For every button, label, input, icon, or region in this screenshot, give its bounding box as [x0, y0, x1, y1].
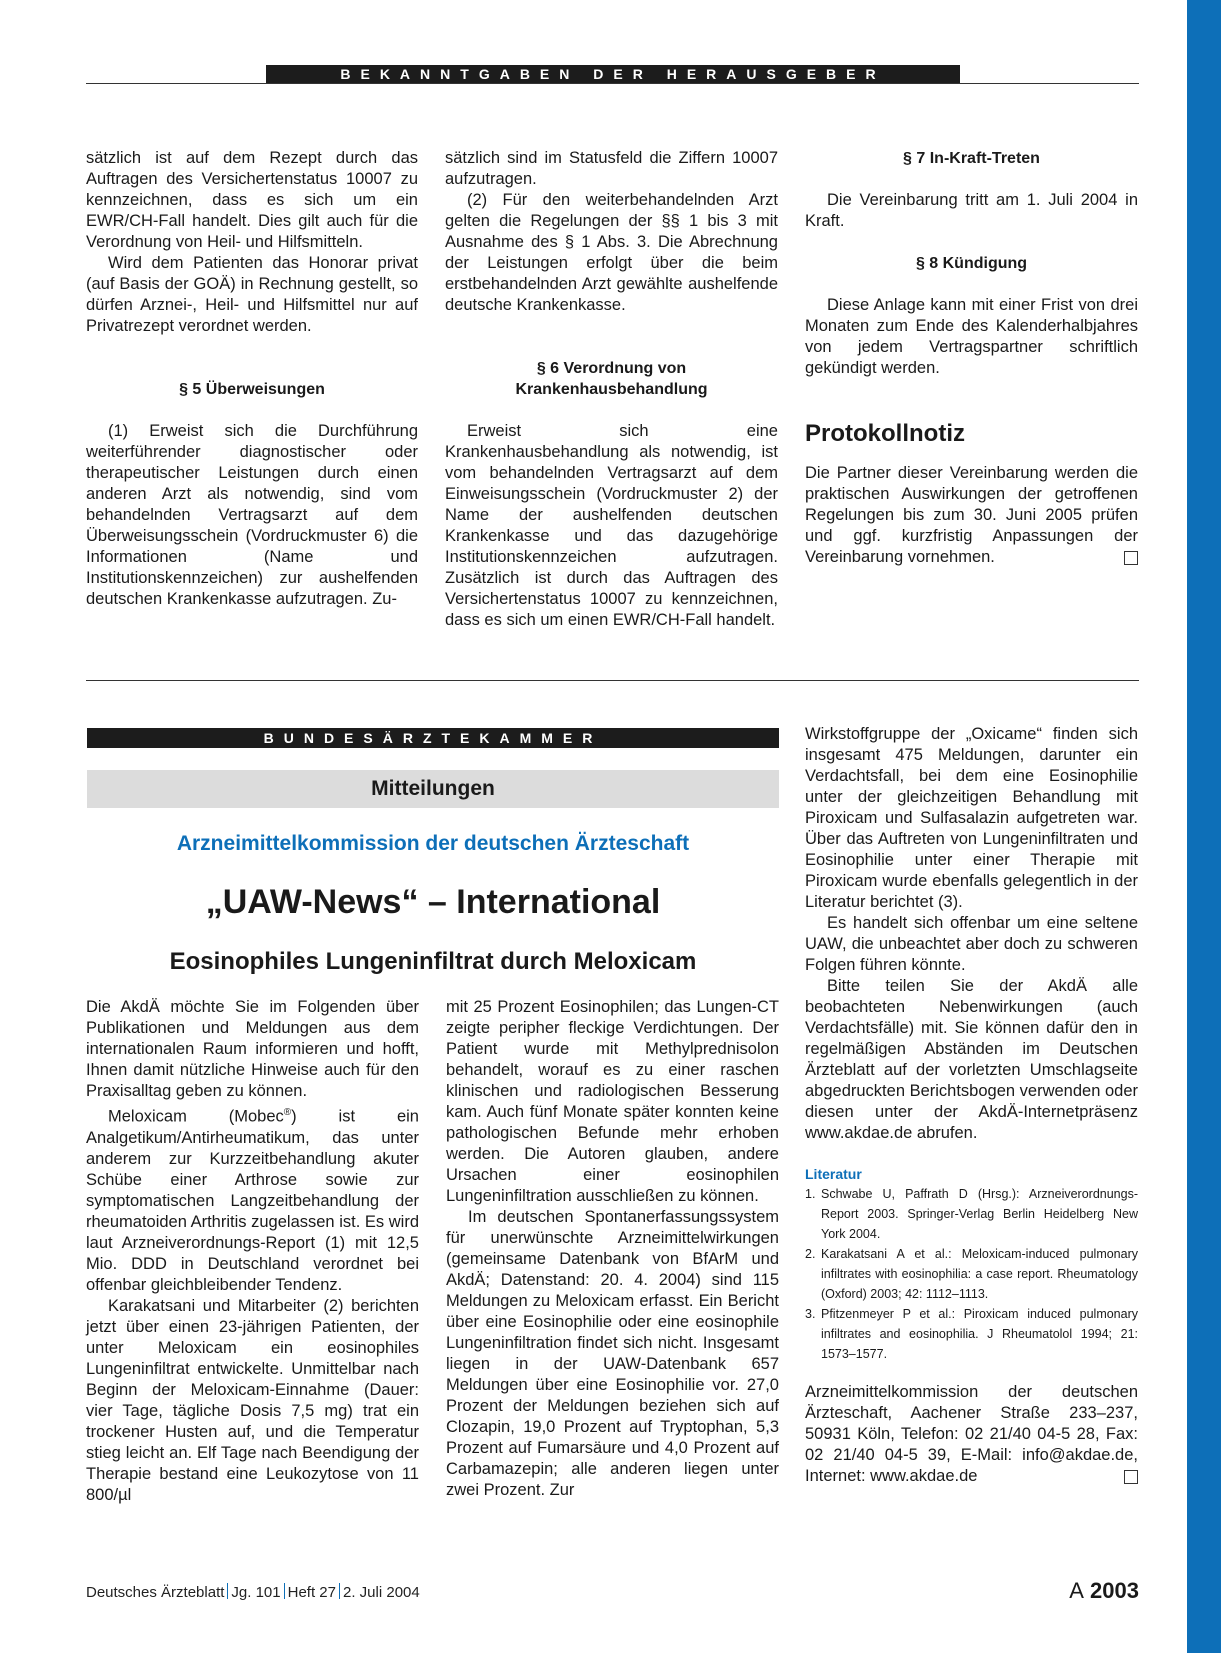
- paragraph: (1) Erweist sich die Durchführung weiterführender diagnostischer oder therapeutischer Leistungen durch einen anderen Arzt als notwendig, sind vom behandelnden Vertragsarzt auf dem Überweisungsschein (Vordruckmuster 6) die Informationen (Name und Institutionskennzeichen) zur aushelfenden deutschen Krankenkasse aufzutragen. Zu-: [86, 422, 418, 608]
- protokoll-heading: Protokollnotiz: [805, 420, 965, 447]
- article-title: „UAW-News“ – International: [205, 883, 661, 921]
- journal-name: Deutsches Ärzteblatt: [86, 1584, 225, 1601]
- section-divider: [86, 680, 1139, 681]
- upper-column-1: [86, 148, 418, 610]
- lower-column-1: [86, 997, 419, 1506]
- edge-color-bar: [1187, 0, 1221, 1653]
- journal-issue: Heft 27: [287, 1584, 336, 1601]
- journal-volume: Jg. 101: [231, 1584, 281, 1601]
- article-subtitle: Eosinophiles Lungeninfiltrat durch Meloxicam: [169, 948, 697, 975]
- paragraph: (2) Für den weiterbehandelnden Arzt gelten die Regelungen der §§ 1 bis 3 mit Ausnahme des § 1 Abs. 3. Die Abrechnung der Leistungen erfolgt über die beim erstbehandelnden Arzt gewählte aushelfende deutsche Krankenkasse.: [445, 191, 778, 314]
- reference-item: 1. Schwabe U, Paffrath D (Hrsg.): Arzneiverordnungs-Report 2003. Springer-Verlag Berlin Heidelberg New York 2004.: [805, 1187, 1138, 1241]
- paragraph: Karakatsani und Mitarbeiter (2) berichten jetzt über einen 23-jährigen Patienten, der unter Meloxicam ein eosinophiles Lungeninfiltrat entwickelte. Unmittelbar nach Beginn der Meloxicam-Einnahme (Dauer: vier Tage, tägliche Dosis 7,5 mg) trat ein trockener Husten auf, und die Temperatur stieg leicht an. Elf Tage nach Beendigung der Therapie bestand eine Leukozytose von 11 800/µl: [86, 1296, 419, 1504]
- section-title-mitteilungen: Mitteilungen: [87, 770, 779, 808]
- organisation-title: Arzneimittelkommission der deutschen Ärzteschaft: [176, 832, 690, 855]
- paragraph: sätzlich ist auf dem Rezept durch das Auftragen des Versichertenstatus 10007 zu kennzeichnen, dass es sich um ein EWR/CH-Fall handelt. Dies gilt auch für die Verordnung von Heil- und Hilfsmitteln.: [86, 149, 418, 251]
- section-band-baek: BUNDESÄRZTEKAMMER: [87, 728, 779, 748]
- reference-item: 2. Karakatsani A et al.: Meloxicam-induced pulmonary infiltrates with eosinophilia: a case report. Rheumatology (Oxford) 2003; 42: 1112–1113.: [805, 1247, 1138, 1301]
- paragraph: Erweist sich eine Krankenhausbehandlung als notwendig, ist vom behandelnden Vertragsarzt auf dem Einweisungsschein (Vordruckmuster 2) der Name der aushelfenden deutschen Krankenkasse und das dazugehörige Institutionskennzeichen aufzutragen. Zusätzlich ist durch das Auftragen des Versichertenstatus 10007 zu kennzeichnen, dass es sich um einen EWR/CH-Fall handelt.: [445, 422, 778, 629]
- paragraph: Die AkdÄ möchte Sie im Folgenden über Publikationen und Meldungen aus dem internationalen Raum informieren und hofft, Ihnen damit nützliche Hinweise auch für den Praxisalltag geben zu können.: [86, 998, 419, 1100]
- paragraph: Die Vereinbarung tritt am 1. Juli 2004 in Kraft.: [805, 191, 1138, 230]
- heading-line: Krankenhausbehandlung: [515, 381, 708, 398]
- literature-heading: Literatur: [805, 1166, 862, 1182]
- paragraph: Wirkstoffgruppe der „Oxicame“ finden sich insgesamt 475 Meldungen, darunter ein Verdachtsfall, bei dem eine Eosinophilie unter der gleichzeitigen Behandlung mit Piroxicam und Sulfasalazin aufgetreten war. Über das Auftreten von Lungeninfiltraten und Eosinophilie unter einer Therapie mit Piroxicam wurde ebenfalls gelegentlich in der Literatur berichtet (3).: [805, 725, 1138, 911]
- end-of-article-box: [1124, 551, 1138, 565]
- paragraph: Im deutschen Spontanerfassungssystem für unerwünschte Arzneimittelwirkungen (gemeinsame Datenbank von BfArM und AkdÄ; Datenstand: 20. 4. 2004) sind 115 Meldungen zu Meloxicam erfasst. Ein Bericht über eine Eosinophilie oder eine eosinophile Lungeninfiltration findet sich nicht. Insgesamt liegen in der UAW-Datenbank 657 Meldungen über eine Eosinophilie vor. 27,0 Prozent der Meldungen beziehen sich auf Clozapin, 19,0 Prozent auf Tryptophan, 5,3 Prozent auf Fumarsäure und 4,0 Prozent auf Carbamazepin; alle anderen liegen unter zwei Prozent. Zur: [446, 1208, 779, 1499]
- section-heading-5: § 5 Überweisungen: [179, 381, 325, 398]
- section-heading-8: § 8 Kündigung: [915, 255, 1028, 272]
- footer-citation: [86, 1583, 420, 1603]
- heading-line: § 6 Verordnung von: [536, 360, 687, 377]
- paragraph: sätzlich sind im Statusfeld die Ziffern 10007 aufzutragen.: [445, 149, 778, 188]
- page-prefix: A: [1069, 1578, 1084, 1603]
- journal-date: 2. Juli 2004: [343, 1584, 420, 1601]
- section-heading-7: § 7 In-Kraft-Treten: [903, 150, 1040, 167]
- contact-paragraph: Arzneimittelkommission der deutschen Ärzteschaft, Aachener Straße 233–237, 50931 Köln, Telefon: 02 21/40 04-5 28, Fax: 02 21/40 04-5 39, E-Mail: info@akdae.de, Internet: www.akdae.de: [805, 1383, 1138, 1485]
- paragraph: mit 25 Prozent Eosinophilen; das Lungen-CT zeigte peripher fleckige Verdichtungen. Der Patient wurde mit Methylprednisolon behandelt, worauf es zu einer raschen klinischen und radiologischen Besserung kam. Auch fünf Monate später konnten keine pathologischen Befunde mehr erhoben werden. Die Autoren glauben, andere Ursachen einer eosinophilen Lungeninfiltration ausschließen zu können.: [446, 998, 779, 1205]
- paragraph: Diese Anlage kann mit einer Frist von drei Monaten zum Ende des Kalenderhalbjahres von jedem Vertragspartner schriftlich gekündigt werden.: [805, 296, 1138, 377]
- end-of-article-box: [1124, 1470, 1138, 1484]
- section-band-bekanntgaben: BEKANNTGABEN DER HERAUSGEBER: [266, 65, 960, 83]
- paragraph: Es handelt sich offenbar um eine seltene UAW, die unbeachtet aber doch zu schweren Folgen führen könnte.: [805, 914, 1138, 974]
- header-rule: [86, 83, 1139, 84]
- paragraph: Die Partner dieser Vereinbarung werden die praktischen Auswirkungen der getroffenen Regelungen bis zum 30. Juni 2005 prüfen und ggf. kurzfristig Anpassungen der Vereinbarung vornehmen.: [805, 464, 1138, 566]
- upper-column-2: [445, 148, 778, 631]
- upper-column-3: [805, 148, 1138, 568]
- paragraph: Wird dem Patienten das Honorar privat (auf Basis der GOÄ) in Rechnung gestellt, so dürfen Arznei-, Heil- und Hilfsmittel nur auf Privatrezept verordnet werden.: [86, 254, 418, 335]
- page-number-value: 2003: [1090, 1578, 1139, 1603]
- paragraph: Bitte teilen Sie der AkdÄ alle beobachteten Nebenwirkungen (auch Verdachtsfälle) mit. Sie können dafür den in regelmäßigen Abständen im Deutschen Ärzteblatt auf der vorletzten Umschlagseite abgedruckten Berichtsbogen verwenden oder diesen unter der AkdÄ-Internetpräsenz www.akdae.de abrufen.: [805, 977, 1138, 1142]
- lower-column-2: [446, 997, 779, 1501]
- section-heading-6: [445, 358, 778, 400]
- reference-list: [805, 1184, 1138, 1364]
- paragraph: Meloxicam (Mobec®) ist ein Analgetikum/Antirheumatikum, das unter anderem zur Kurzzeitbehandlung akuter Schübe einer Arthrose sowie zur symptomatischen Langzeitbehandlung der rheumatoiden Arthritis zugelassen ist. Es wird laut Arzneiverordnungs-Report (1) mit 12,5 Mio. DDD in Deutschland verordnet bei offenbar gleichbleibender Tendenz.: [86, 1107, 419, 1294]
- lower-column-3: [805, 724, 1138, 1487]
- reference-item: 3. Pfitzenmeyer P et al.: Piroxicam induced pulmonary infiltrates and eosinophilia. J Rheumatolol 1994; 21: 1573–1577.: [805, 1307, 1138, 1361]
- page-number: [1069, 1578, 1139, 1604]
